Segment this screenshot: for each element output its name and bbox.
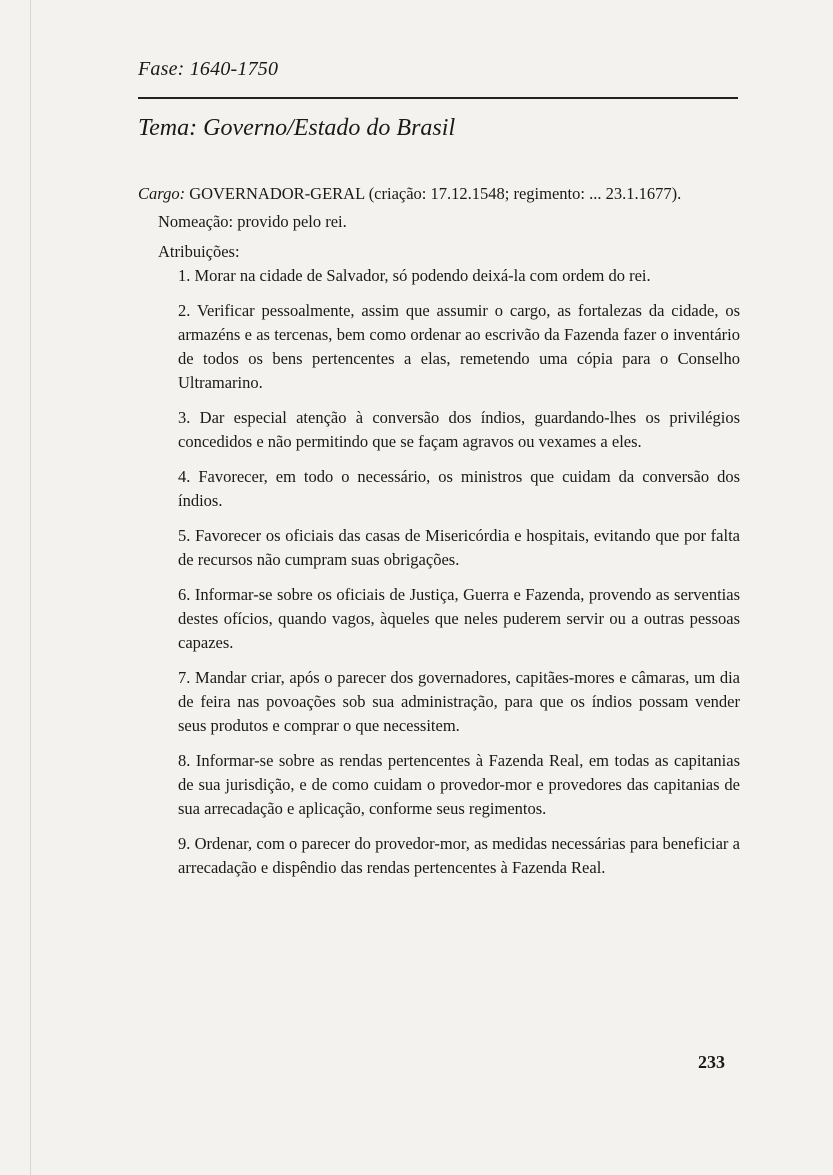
list-item: 7. Mandar criar, após o parecer dos governadores, capitães-mores e câmaras, um dia de feira nas povoações sob sua administração, para que os índios possam vender seus produtos e comprar o que necessitem. xyxy=(178,668,740,735)
atribuicoes-title: Atribuições: xyxy=(158,242,240,261)
list-item: 3. Dar especial atenção à conversão dos índios, guardando-lhes os privilégios concedidos e não permitindo que se façam agravos ou vexames a eles. xyxy=(178,408,740,451)
list-item: 5. Favorecer os oficiais das casas de Misericórdia e hospitais, evitando que por falta de recursos não cumpram suas obrigações. xyxy=(178,526,740,569)
page-number: 233 xyxy=(698,1052,725,1072)
list-item: 9. Ordenar, com o parecer do provedor-mor, as medidas necessárias para beneficiar a arrecadação e dispêndio das rendas pertencentes à Fazenda Real. xyxy=(178,834,740,877)
cargo-text: GOVERNADOR-GERAL (criação: 17.12.1548; regimento: ... 23.1.1677). xyxy=(189,184,682,203)
nomeacao-line: Nomeação: provido pelo rei. xyxy=(158,212,347,231)
atribuicoes-list xyxy=(158,264,740,880)
main-content xyxy=(138,182,740,891)
cargo-label: Cargo: xyxy=(138,184,186,203)
theme-heading: Tema: Governo/Estado do Brasil xyxy=(138,115,456,141)
list-item: 2. Verificar pessoalmente, assim que assumir o cargo, as fortalezas da cidade, os armazéns e as tercenas, bem como ordenar ao escrivão da Fazenda fazer o inventário de todos os bens pertencentes a elas, remetendo uma cópia para o Conselho Ultramarino. xyxy=(178,301,740,392)
list-item: 1. Morar na cidade de Salvador, só podendo deixá-la com ordem do rei. xyxy=(178,266,651,285)
list-item: 8. Informar-se sobre as rendas pertencentes à Fazenda Real, em todas as capitanias de sua jurisdição, e de como cuidam o provedor-mor e provedores das capitanias de sua arrecadação e aplicação, conforme seus regimentos. xyxy=(178,751,740,818)
page-edge-line xyxy=(30,0,31,1175)
header-rule xyxy=(138,97,738,99)
list-item: 6. Informar-se sobre os oficiais de Justiça, Guerra e Fazenda, provendo as serventias destes ofícios, quando vagos, àqueles que neles puderem servir ou a outras pessoas capazes. xyxy=(178,585,740,652)
list-item: 4. Favorecer, em todo o necessário, os ministros que cuidam da conversão dos índios. xyxy=(178,467,740,510)
cargo-paragraph xyxy=(138,182,740,206)
phase-heading: Fase: 1640-1750 xyxy=(138,58,279,80)
